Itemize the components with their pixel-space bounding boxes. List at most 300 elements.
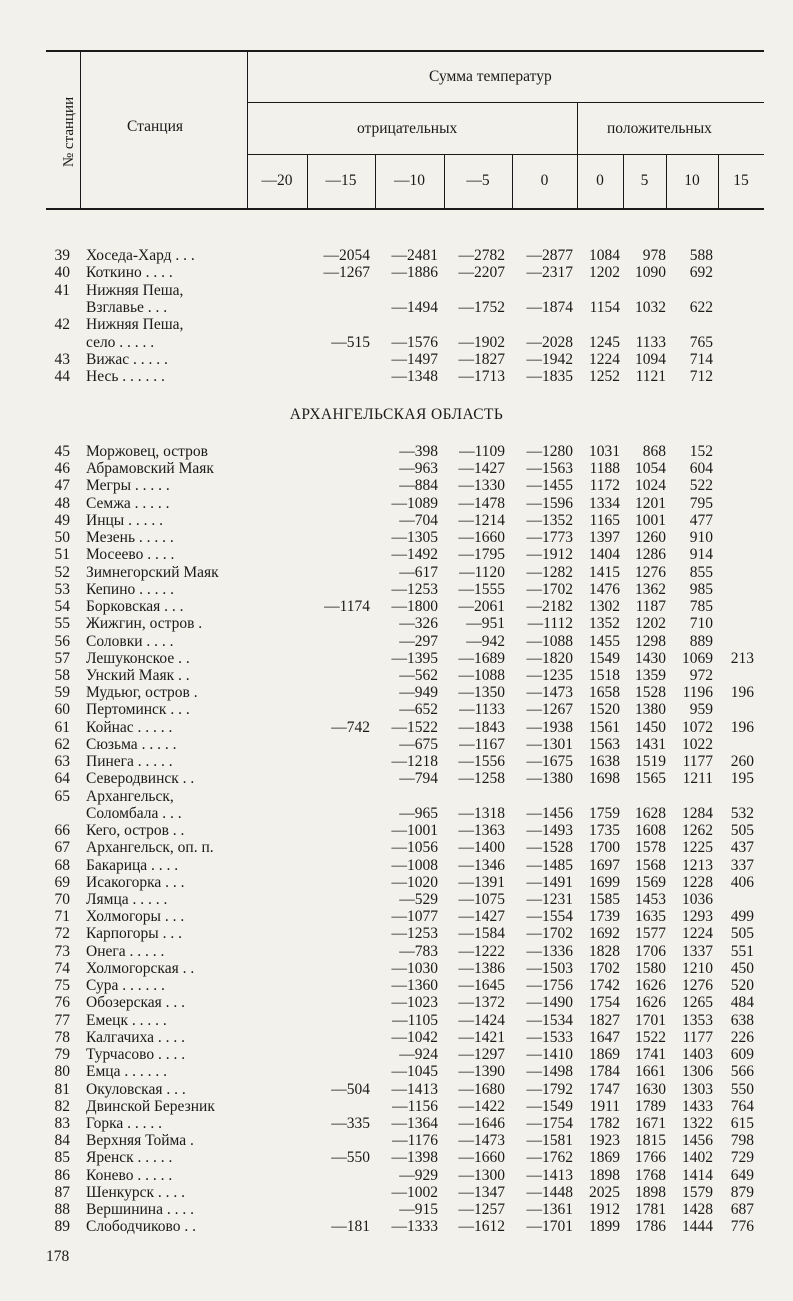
sum-pos-10: 1225 bbox=[682, 839, 713, 857]
sum-pos-5: 1094 bbox=[635, 350, 666, 368]
sum-neg-0: —1361 bbox=[526, 1201, 573, 1219]
sum-neg-0: —1754 bbox=[526, 1114, 573, 1132]
sum-pos-5: 868 bbox=[642, 443, 666, 460]
sum-neg-0: —1456 bbox=[526, 804, 573, 822]
sum-pos-0: 1898 bbox=[589, 1166, 620, 1184]
sum-neg-0: —1267 bbox=[526, 701, 573, 719]
station-number: 40 bbox=[54, 264, 70, 282]
sum-minus5: —1478 bbox=[458, 494, 505, 512]
station-name: Зимнегорский Маяк bbox=[86, 563, 219, 581]
sum-pos-5: 1565 bbox=[635, 770, 666, 788]
station-number: 69 bbox=[54, 873, 70, 891]
sum-pos-0: 1759 bbox=[589, 804, 620, 822]
sum-pos-15: 484 bbox=[730, 994, 754, 1012]
table-row bbox=[0, 1201, 793, 1218]
sum-pos-0: 1697 bbox=[589, 856, 620, 874]
table-row bbox=[0, 581, 793, 598]
sum-minus5: —1421 bbox=[458, 1028, 505, 1046]
sum-pos-0: 1455 bbox=[589, 632, 620, 650]
sum-minus10: —1886 bbox=[391, 264, 438, 282]
station-name: Абрамовский Маяк bbox=[86, 460, 214, 478]
sum-neg-0: —1596 bbox=[526, 494, 573, 512]
sum-minus5: —1660 bbox=[458, 1149, 505, 1167]
sum-minus5: —1330 bbox=[458, 477, 505, 495]
station-name: Нижняя Пеша, bbox=[86, 281, 184, 299]
sum-pos-10: 1322 bbox=[682, 1114, 713, 1132]
sum-minus10: —794 bbox=[399, 770, 438, 788]
sum-pos-0: 1302 bbox=[589, 598, 620, 616]
table-row bbox=[0, 770, 793, 787]
sum-pos-0: 1911 bbox=[589, 1097, 620, 1115]
sum-minus10: —398 bbox=[399, 443, 438, 460]
sum-minus5: —1612 bbox=[458, 1218, 505, 1236]
sum-pos-0: 1698 bbox=[589, 770, 620, 788]
station-number: 86 bbox=[54, 1166, 70, 1184]
station-name: Горка . . . . . bbox=[86, 1114, 163, 1132]
sum-pos-5: 1569 bbox=[635, 873, 666, 891]
sum-pos-0: 1647 bbox=[589, 1028, 620, 1046]
station-header: Станция bbox=[127, 118, 183, 135]
column-header: 0 bbox=[596, 172, 604, 189]
sum-pos-5: 1298 bbox=[635, 632, 666, 650]
sum-pos-0: 1899 bbox=[589, 1218, 620, 1236]
sum-pos-10: 1210 bbox=[682, 959, 713, 977]
sum-minus10: —1023 bbox=[391, 994, 438, 1012]
section-title: АРХАНГЕЛЬСКАЯ ОБЛАСТЬ bbox=[289, 406, 504, 423]
sum-minus5: —1424 bbox=[458, 1011, 505, 1029]
sum-minus15: —335 bbox=[331, 1114, 370, 1132]
sum-pos-0: 1084 bbox=[589, 247, 620, 264]
station-name: Двинской Березник bbox=[86, 1097, 215, 1115]
sum-minus10: —1497 bbox=[391, 350, 438, 368]
table-row bbox=[0, 701, 793, 718]
sum-pos-10: 1262 bbox=[682, 822, 713, 840]
sum-minus10: —1077 bbox=[391, 908, 438, 926]
station-name: Шенкурск . . . . bbox=[86, 1183, 186, 1201]
table-row bbox=[0, 299, 793, 316]
sum-pos-5: 1661 bbox=[635, 1063, 666, 1081]
sum-pos-10: 1069 bbox=[682, 649, 713, 667]
station-name: Яренск . . . . . bbox=[86, 1149, 173, 1167]
table-row bbox=[0, 839, 793, 856]
station-number: 44 bbox=[54, 368, 70, 386]
sum-pos-5: 1450 bbox=[635, 718, 666, 736]
station-number: 47 bbox=[54, 477, 70, 495]
sum-minus10: —1800 bbox=[391, 598, 438, 616]
sum-minus5: —1827 bbox=[458, 350, 505, 368]
sum-neg-0: —1491 bbox=[526, 873, 573, 891]
sum-minus5: —1088 bbox=[458, 666, 505, 684]
sum-neg-0: —1835 bbox=[526, 368, 573, 386]
station-number: 55 bbox=[54, 615, 70, 633]
sum-minus10: —783 bbox=[399, 942, 438, 960]
table-row bbox=[0, 633, 793, 650]
table-row bbox=[0, 368, 793, 385]
sum-minus5: —1300 bbox=[458, 1166, 505, 1184]
station-name: Жижгин, остров . bbox=[86, 615, 203, 633]
sum-neg-0: —1473 bbox=[526, 684, 573, 702]
sum-minus10: —884 bbox=[399, 477, 438, 495]
sum-minus5: —1318 bbox=[458, 804, 505, 822]
sum-pos-0: 1154 bbox=[589, 298, 620, 316]
sum-pos-0: 1739 bbox=[589, 908, 620, 926]
sum-pos-10: 1428 bbox=[682, 1201, 713, 1219]
station-number: 88 bbox=[54, 1201, 70, 1219]
sum-pos-5: 1815 bbox=[635, 1132, 666, 1150]
sum-pos-5: 978 bbox=[642, 247, 666, 264]
sum-pos-15: 551 bbox=[730, 942, 754, 960]
station-number: 45 bbox=[54, 443, 70, 460]
column-header: 5 bbox=[640, 172, 649, 189]
station-name: Вижас . . . . . bbox=[86, 350, 168, 368]
sum-neg-0: —1554 bbox=[526, 908, 573, 926]
sum-minus10: —1398 bbox=[391, 1149, 438, 1167]
sum-pos-15: 195 bbox=[730, 770, 754, 788]
sum-pos-0: 1252 bbox=[589, 368, 620, 386]
sum-neg-0: —1563 bbox=[526, 460, 573, 478]
sum-pos-10: 1022 bbox=[682, 735, 713, 753]
sum-pos-10: 1224 bbox=[682, 925, 713, 943]
sum-pos-5: 1286 bbox=[635, 546, 666, 564]
table-row bbox=[0, 1029, 793, 1046]
sum-pos-10: 1276 bbox=[682, 977, 713, 995]
table-row bbox=[0, 908, 793, 925]
sum-minus10: —675 bbox=[399, 735, 438, 753]
sum-minus10: —915 bbox=[399, 1201, 438, 1219]
sum-pos-5: 1453 bbox=[635, 890, 666, 908]
station-name: Бакарица . . . . bbox=[86, 856, 179, 874]
sum-pos-15: 226 bbox=[730, 1028, 754, 1046]
sum-minus10: —1020 bbox=[391, 873, 438, 891]
station-number: 63 bbox=[54, 753, 70, 771]
station-number: 52 bbox=[54, 563, 70, 581]
sum-minus10: —1522 bbox=[391, 718, 438, 736]
table-row bbox=[0, 1012, 793, 1029]
station-name: Турчасово . . . . bbox=[86, 1046, 186, 1064]
table-row bbox=[0, 1063, 793, 1080]
sum-neg-0: —1938 bbox=[526, 718, 573, 736]
sum-pos-10: 795 bbox=[689, 494, 713, 512]
sum-minus5: —1372 bbox=[458, 994, 505, 1012]
column-header: —15 bbox=[325, 172, 357, 189]
sum-pos-10: 1433 bbox=[682, 1097, 713, 1115]
table-row bbox=[0, 495, 793, 512]
sum-pos-15: 638 bbox=[730, 1011, 754, 1029]
station-number: 54 bbox=[54, 598, 70, 616]
sum-pos-15: 520 bbox=[730, 977, 754, 995]
station-number: 67 bbox=[54, 839, 70, 857]
sum-neg-0: —1701 bbox=[526, 1218, 573, 1236]
sum-pos-0: 1735 bbox=[589, 822, 620, 840]
table-row bbox=[0, 994, 793, 1011]
sum-minus5: —1350 bbox=[458, 684, 505, 702]
sum-pos-10: 1211 bbox=[682, 770, 713, 788]
sum-pos-10: 1228 bbox=[682, 873, 713, 891]
sum-minus10: —326 bbox=[399, 615, 438, 633]
sum-pos-15: 649 bbox=[730, 1166, 754, 1184]
sum-pos-0: 1563 bbox=[589, 735, 620, 753]
station-name: Емца . . . . . . bbox=[86, 1063, 167, 1081]
sum-neg-0: —1455 bbox=[526, 477, 573, 495]
station-number: 70 bbox=[54, 890, 70, 908]
sum-minus10: —704 bbox=[399, 511, 438, 529]
sum-pos-10: 910 bbox=[689, 529, 713, 547]
column-header: 15 bbox=[733, 172, 749, 189]
sum-neg-0: —1485 bbox=[526, 856, 573, 874]
sum-pos-10: 1036 bbox=[682, 890, 713, 908]
sum-pos-15: 615 bbox=[730, 1114, 754, 1132]
sum-neg-0: —1410 bbox=[526, 1046, 573, 1064]
station-name: Кепино . . . . . bbox=[86, 580, 175, 598]
page-number: 178 bbox=[46, 1248, 70, 1265]
sum-pos-5: 1187 bbox=[635, 598, 666, 616]
sum-pos-15: 776 bbox=[730, 1218, 754, 1236]
station-number: 58 bbox=[54, 666, 70, 684]
sum-pos-0: 1188 bbox=[589, 460, 620, 478]
sum-pos-10: 588 bbox=[689, 247, 713, 264]
table-row bbox=[0, 650, 793, 667]
sum-minus10: —1253 bbox=[391, 925, 438, 943]
station-name: Соловки . . . . bbox=[86, 632, 174, 650]
sum-minus10: —1056 bbox=[391, 839, 438, 857]
sum-pos-15: 260 bbox=[730, 753, 754, 771]
sum-pos-10: 1265 bbox=[682, 994, 713, 1012]
sum-minus5: —1843 bbox=[458, 718, 505, 736]
sum-pos-5: 1671 bbox=[635, 1114, 666, 1132]
sum-pos-0: 1638 bbox=[589, 753, 620, 771]
sum-pos-10: 692 bbox=[689, 264, 713, 282]
sum-pos-5: 1362 bbox=[635, 580, 666, 598]
sum-pos-5: 1626 bbox=[635, 977, 666, 995]
column-header: —10 bbox=[394, 172, 425, 189]
sum-minus5: —1795 bbox=[458, 546, 505, 564]
sum-pos-5: 1741 bbox=[635, 1046, 666, 1064]
sum-neg-0: —1912 bbox=[526, 546, 573, 564]
sum-pos-10: 1177 bbox=[682, 1028, 713, 1046]
sum-neg-0: —1702 bbox=[526, 925, 573, 943]
station-name: Верхняя Тойма . bbox=[86, 1132, 194, 1150]
sum-neg-0: —2028 bbox=[526, 333, 573, 351]
table-row bbox=[0, 822, 793, 839]
sum-minus10: —1364 bbox=[391, 1114, 438, 1132]
station-name: Койнас . . . . . bbox=[86, 718, 173, 736]
sum-minus10: —965 bbox=[399, 804, 438, 822]
sum-minus5: —1400 bbox=[458, 839, 505, 857]
sum-neg-0: —1280 bbox=[526, 443, 573, 460]
sum-pos-15: 213 bbox=[730, 649, 754, 667]
sum-minus10: —949 bbox=[399, 684, 438, 702]
station-number: 42 bbox=[54, 316, 70, 334]
station-number-header: № станции bbox=[61, 96, 77, 168]
station-name: Соломбала . . . bbox=[86, 804, 182, 822]
station-name: Лямца . . . . . bbox=[86, 890, 168, 908]
sum-neg-0: —1301 bbox=[526, 735, 573, 753]
sum-pos-5: 1032 bbox=[635, 298, 666, 316]
sum-pos-0: 1699 bbox=[589, 873, 620, 891]
sum-pos-5: 1781 bbox=[635, 1201, 666, 1219]
station-name: Мудьюг, остров . bbox=[86, 684, 198, 702]
sum-pos-10: 889 bbox=[689, 632, 713, 650]
table-row bbox=[0, 805, 793, 822]
sum-pos-15: 505 bbox=[730, 822, 754, 840]
sum-pos-15: 550 bbox=[730, 1080, 754, 1098]
sum-minus5: —1386 bbox=[458, 959, 505, 977]
sum-minus5: —1689 bbox=[458, 649, 505, 667]
table-row bbox=[0, 598, 793, 615]
station-name: Кего, остров . . bbox=[86, 822, 185, 840]
station-name: Мегры . . . . . bbox=[86, 477, 170, 495]
sum-neg-0: —1762 bbox=[526, 1149, 573, 1167]
sum-pos-0: 1549 bbox=[589, 649, 620, 667]
sum-minus5: —1391 bbox=[458, 873, 505, 891]
sum-pos-0: 1784 bbox=[589, 1063, 620, 1081]
sum-minus10: —963 bbox=[399, 460, 438, 478]
column-header: 0 bbox=[540, 172, 549, 189]
table-row bbox=[0, 1081, 793, 1098]
sum-neg-0: —1380 bbox=[526, 770, 573, 788]
sum-pos-0: 1828 bbox=[589, 942, 620, 960]
sum-minus10: —1360 bbox=[391, 977, 438, 995]
sum-minus5: —1347 bbox=[458, 1183, 505, 1201]
table-row bbox=[0, 460, 793, 477]
station-name: Инцы . . . . . bbox=[86, 511, 163, 529]
sum-pos-10: 710 bbox=[689, 615, 713, 633]
sum-minus5: —1133 bbox=[459, 701, 505, 719]
station-name: Унский Маяк . . bbox=[86, 666, 190, 684]
sum-pos-5: 1626 bbox=[635, 994, 666, 1012]
sum-minus5: —1167 bbox=[459, 735, 505, 753]
table-header bbox=[46, 50, 764, 212]
sum-pos-5: 1121 bbox=[635, 368, 666, 386]
sum-pos-0: 1561 bbox=[589, 718, 620, 736]
sum-minus10: —1176 bbox=[392, 1132, 438, 1150]
sum-minus10: —1348 bbox=[391, 368, 438, 386]
sum-neg-0: —1112 bbox=[527, 615, 573, 633]
sum-pos-5: 1431 bbox=[635, 735, 666, 753]
sum-neg-0: —1493 bbox=[526, 822, 573, 840]
divider bbox=[247, 102, 764, 103]
sum-minus10: —1002 bbox=[391, 1183, 438, 1201]
sum-minus15: —2054 bbox=[323, 247, 370, 264]
sum-pos-10: 1303 bbox=[682, 1080, 713, 1098]
sum-neg-0: —1942 bbox=[526, 350, 573, 368]
sum-pos-10: 972 bbox=[689, 666, 713, 684]
sum-minus10: —924 bbox=[399, 1046, 438, 1064]
station-number: 65 bbox=[54, 787, 70, 805]
station-name: Мосеево . . . . bbox=[86, 546, 175, 564]
table-row bbox=[0, 925, 793, 942]
sum-pos-0: 1827 bbox=[589, 1011, 620, 1029]
sum-pos-10: 1306 bbox=[682, 1063, 713, 1081]
sum-pos-5: 1001 bbox=[635, 511, 666, 529]
sum-minus5: —1427 bbox=[458, 908, 505, 926]
sum-minus10: —1253 bbox=[391, 580, 438, 598]
sum-minus5: —2782 bbox=[458, 247, 505, 264]
sum-pos-10: 985 bbox=[689, 580, 713, 598]
sum-neg-0: —2877 bbox=[526, 247, 573, 264]
station-name: Емецк . . . . . bbox=[86, 1011, 167, 1029]
sum-neg-0: —1549 bbox=[526, 1097, 573, 1115]
sum-pos-10: 604 bbox=[689, 460, 713, 478]
negative-header: отрицательных bbox=[357, 120, 458, 137]
sum-minus10: —1042 bbox=[391, 1028, 438, 1046]
sum-pos-10: 1072 bbox=[682, 718, 713, 736]
station-name: Исакогорка . . . bbox=[86, 873, 185, 891]
sum-pos-10: 152 bbox=[689, 443, 713, 460]
sum-pos-5: 1359 bbox=[635, 666, 666, 684]
sum-pos-5: 1608 bbox=[635, 822, 666, 840]
table-row bbox=[0, 719, 793, 736]
table-row bbox=[0, 282, 793, 299]
sum-minus10: —1413 bbox=[391, 1080, 438, 1098]
sum-pos-5: 1201 bbox=[635, 494, 666, 512]
sum-pos-5: 1630 bbox=[635, 1080, 666, 1098]
sum-pos-0: 1520 bbox=[589, 701, 620, 719]
sum-minus10: —1305 bbox=[391, 529, 438, 547]
sum-minus5: —1555 bbox=[458, 580, 505, 598]
sum-pos-0: 1172 bbox=[589, 477, 620, 495]
table-row bbox=[0, 1046, 793, 1063]
sum-minus10: —652 bbox=[399, 701, 438, 719]
station-name: Моржовец, остров bbox=[86, 443, 208, 460]
table-row bbox=[0, 788, 793, 805]
sum-pos-0: 1585 bbox=[589, 890, 620, 908]
sum-minus5: —1646 bbox=[458, 1114, 505, 1132]
sum-minus5: —1902 bbox=[458, 333, 505, 351]
sum-pos-0: 2025 bbox=[589, 1183, 620, 1201]
sum-minus10: —1105 bbox=[392, 1011, 438, 1029]
header-bottom-rule bbox=[46, 208, 764, 210]
sum-minus5: —1120 bbox=[459, 563, 505, 581]
sum-minus15: —550 bbox=[331, 1149, 370, 1167]
station-number: 74 bbox=[54, 959, 70, 977]
sum-pos-5: 1054 bbox=[635, 460, 666, 478]
station-name: Вершинина . . . . bbox=[86, 1201, 194, 1219]
sum-neg-0: —1773 bbox=[526, 529, 573, 547]
sum-pos-15: 532 bbox=[730, 804, 754, 822]
sum-pos-10: 1414 bbox=[682, 1166, 713, 1184]
sum-pos-0: 1923 bbox=[589, 1132, 620, 1150]
station-number: 66 bbox=[54, 822, 70, 840]
sum-minus10: —1494 bbox=[391, 298, 438, 316]
sum-minus15: —504 bbox=[331, 1080, 370, 1098]
sum-minus10: —617 bbox=[399, 563, 438, 581]
sum-neg-0: —1448 bbox=[526, 1183, 573, 1201]
sum-minus5: —942 bbox=[466, 632, 505, 650]
sum-pos-15: 196 bbox=[730, 718, 754, 736]
station-name: Взглавье . . . bbox=[86, 298, 168, 316]
station-name: Пертоминск . . . bbox=[86, 701, 190, 719]
sum-minus5: —1473 bbox=[458, 1132, 505, 1150]
sum-pos-5: 1898 bbox=[635, 1183, 666, 1201]
sum-pos-10: 914 bbox=[689, 546, 713, 564]
station-number: 57 bbox=[54, 649, 70, 667]
sum-minus5: —1752 bbox=[458, 298, 505, 316]
table-row bbox=[0, 564, 793, 581]
sum-neg-0: —1231 bbox=[526, 890, 573, 908]
station-name: Семжа . . . . . bbox=[86, 494, 170, 512]
station-number: 82 bbox=[54, 1097, 70, 1115]
table-row bbox=[0, 891, 793, 908]
table-row bbox=[0, 667, 793, 684]
positive-header: положительных bbox=[607, 120, 712, 137]
sum-minus5: —1075 bbox=[458, 890, 505, 908]
sum-pos-5: 1578 bbox=[635, 839, 666, 857]
sum-minus10: —929 bbox=[399, 1166, 438, 1184]
sum-pos-0: 1869 bbox=[589, 1149, 620, 1167]
table-row bbox=[0, 1218, 793, 1235]
sum-pos-15: 406 bbox=[730, 873, 754, 891]
